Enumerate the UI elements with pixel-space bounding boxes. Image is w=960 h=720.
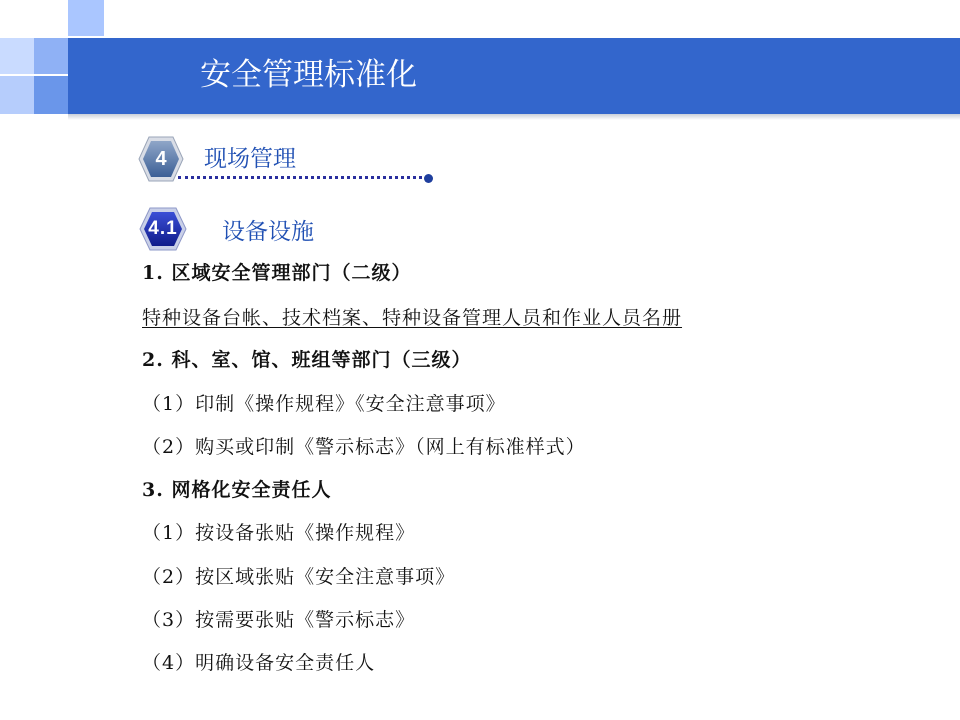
content-heading: 1. 区域安全管理部门（二级） (142, 262, 412, 284)
title-bar-shadow (68, 114, 960, 120)
dotted-divider (178, 176, 428, 179)
content-heading: 3. 网格化安全责任人 (142, 479, 332, 501)
content-item: （1）印制《操作规程》《安全注意事项》 (142, 393, 506, 415)
decor-square (34, 38, 68, 74)
decor-square (0, 38, 34, 74)
content-heading: 2. 科、室、馆、班组等部门（三级） (142, 349, 472, 371)
content-item: （2）按区域张贴《安全注意事项》 (142, 566, 456, 588)
content-item-underlined: 特种设备台帐、技术档案、特种设备管理人员和作业人员名册 (142, 307, 683, 329)
decor-square (68, 0, 104, 36)
content-item: （3）按需要张贴《警示标志》 (142, 609, 416, 631)
page-title: 安全管理标准化 (200, 57, 417, 93)
subsection-number: 4.1 (148, 218, 178, 239)
content-item: （1）按设备张贴《操作规程》 (142, 522, 416, 544)
section-label: 现场管理 (204, 146, 296, 172)
divider-end-dot (424, 174, 433, 183)
section-number: 4 (155, 148, 167, 170)
decor-square (0, 76, 34, 114)
decor-square (34, 76, 68, 114)
subsection-number-badge (138, 206, 188, 252)
subsection-label: 设备设施 (222, 219, 314, 245)
content-item: （4）明确设备安全责任人 (142, 652, 376, 674)
content-item: （2）购买或印制《警示标志》（网上有标准样式） (142, 436, 586, 458)
